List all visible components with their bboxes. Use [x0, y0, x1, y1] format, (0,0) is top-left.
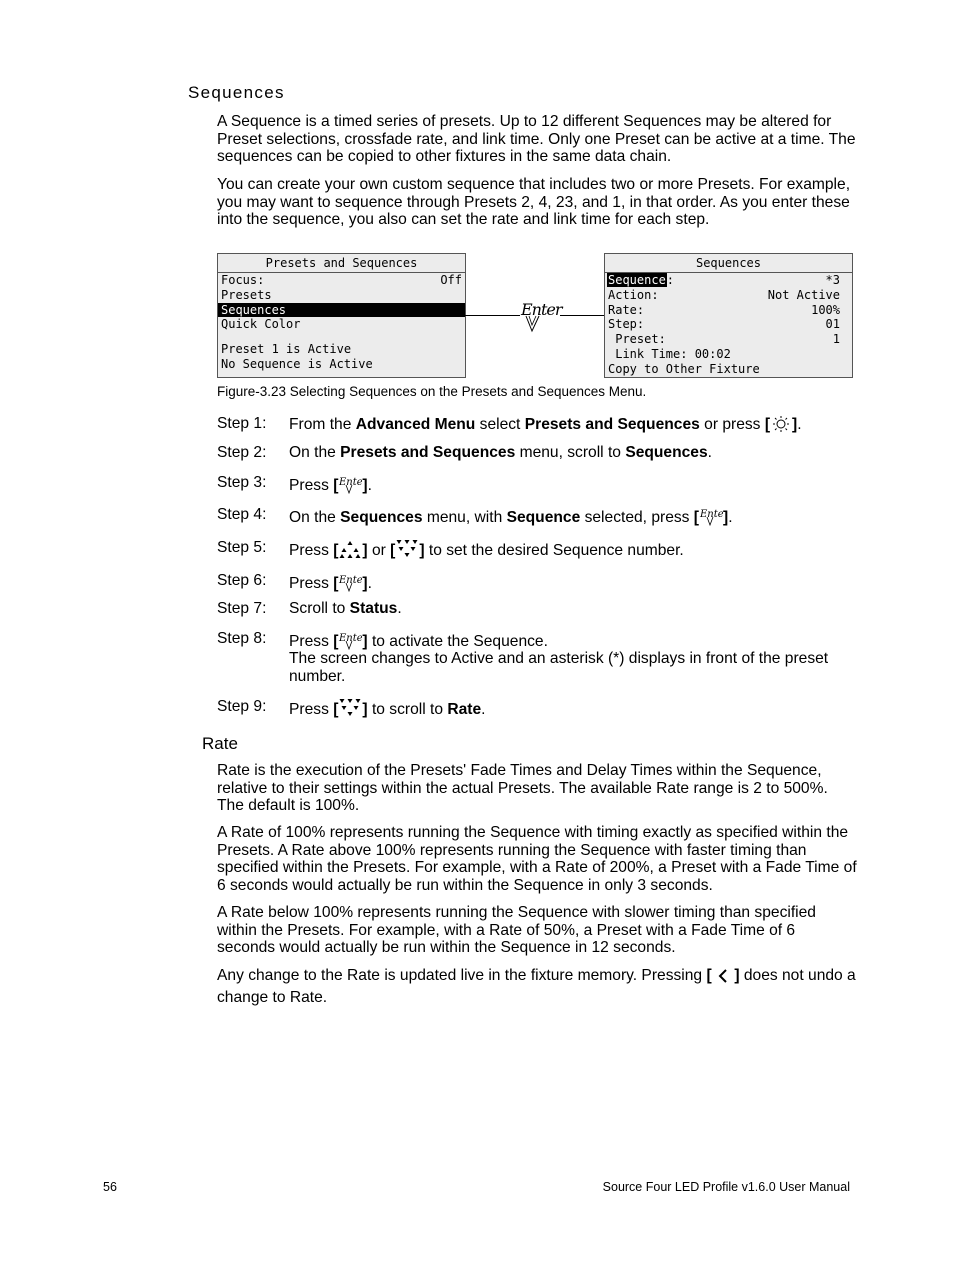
sequences-menu: [604, 253, 853, 378]
menu-item-link-time: Link Time: 00:02: [608, 346, 731, 361]
menu-item-copy: Copy to Other Fixture: [608, 361, 760, 376]
menu-title: Sequences: [605, 254, 852, 273]
rate-paragraph-1: Rate is the execution of the Presets' Fade Times and Delay Times within the Sequence, relative to their settings within the actual Presets. The available Rate range is 2 to 500%. The default is 100%.: [217, 762, 828, 814]
svg-text:Enter: Ent: [339, 575, 358, 586]
enter-key-icon: [338, 474, 362, 499]
rate-paragraph-4: Any change to the Rate is updated live in the fixture memory. Pressing [ ] does not undo a change to Rate.: [217, 967, 856, 1006]
down-arrows-key-icon: [395, 539, 419, 564]
connector-line-left: [465, 315, 520, 316]
back-chevron-key-icon: [716, 968, 730, 989]
menu-item-presets: Presets: [221, 287, 272, 302]
status-preset-active: Preset 1 is Active: [221, 342, 352, 357]
menu-item-sequences-selected: Sequences: [218, 303, 465, 318]
enter-key-icon: [338, 572, 362, 597]
svg-text:Enter: Ent: [339, 477, 358, 488]
page-number: 56: [103, 1180, 117, 1194]
down-arrows-key-icon: [338, 698, 362, 723]
rate-title: Rate: [202, 734, 238, 753]
intro-paragraph-2: You can create your own custom sequence that includes two or more Presets. For example, you may want to sequence through Presets 2, 4, 23, and 1, in that order. As you enter these into the sequence, you also can set the rate and link time for each step.: [217, 176, 851, 228]
menu-item-focus: Focus: Off: [221, 273, 462, 287]
status-no-sequence: No Sequence is Active: [221, 356, 373, 371]
menu-title: Presets and Sequences: [218, 254, 465, 273]
svg-text:Enter: Ent: [339, 633, 358, 644]
sun-key-icon: [770, 415, 792, 438]
enter-key-icon: Enter: [519, 300, 561, 334]
enter-key-icon: [699, 506, 723, 531]
figure-caption: Figure-3.23 Selecting Sequences on the Presets and Sequences Menu.: [217, 384, 647, 399]
menu-item-quick-color: Quick Color: [221, 317, 301, 332]
up-arrows-key-icon: [338, 539, 362, 564]
presets-and-sequences-menu: [217, 253, 466, 378]
rate-paragraph-3: A Rate below 100% represents running the Sequence with slower timing than specified within the Presets. For example, with a Rate of 50%, a Preset with a Fade Time of 6 seconds would actually be run within the Sequence in 12 seconds.: [217, 904, 816, 956]
menu-item-action: Action: Not Active: [608, 287, 840, 302]
step-8-note: The screen changes to Active and an asterisk (*) displays in front of the preset number.: [289, 650, 829, 685]
svg-text:Enter: Ent: [700, 509, 718, 520]
menu-item-rate: Rate: 100%: [608, 302, 840, 317]
menu-item-step: Step: 01: [608, 317, 840, 332]
rate-paragraph-2: A Rate of 100% represents running the Sequence with timing exactly as specified within the Presets. A Rate above 100% represents running the Sequence with faster timing than specified within the Presets. For example, with a Rate of 200%, a Preset with a Fade Time of 6 seconds would actually be run within the Sequence in only 3 seconds.: [217, 824, 857, 894]
menu-item-sequence: Sequence: *3: [608, 273, 840, 287]
manual-title: Source Four LED Profile v1.6.0 User Manual: [602, 1180, 850, 1194]
menu-item-preset: Preset: 1: [608, 332, 840, 347]
connector-line-right: [560, 315, 604, 316]
section-title: Sequences: [188, 83, 285, 102]
intro-paragraph-1: A Sequence is a timed series of presets. Up to 12 different Sequences may be altered for Preset selections, crossfade rate, and link time. Only one Preset can be active at a time. The sequences can be copied to other fixtures in the same data chain.: [217, 113, 856, 165]
